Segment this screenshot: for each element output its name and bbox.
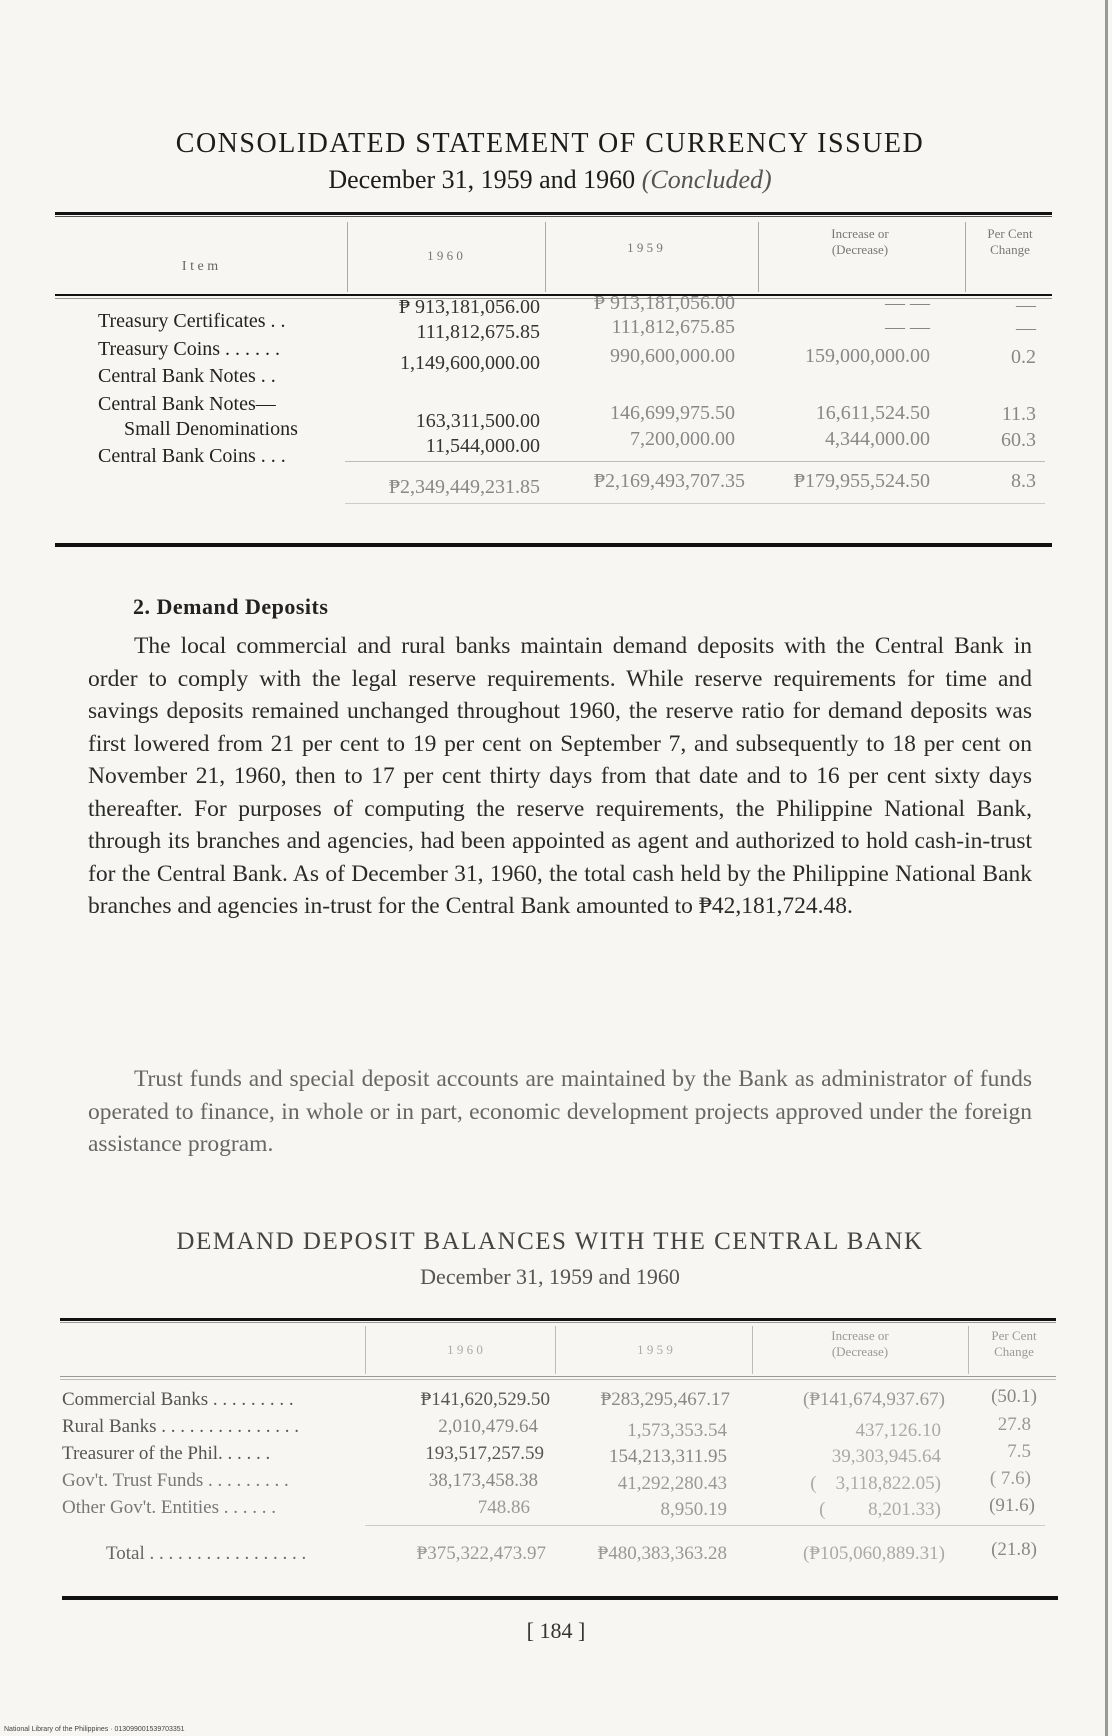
table1-header-pct-l1: Per Cent <box>987 226 1033 241</box>
table2-subtotal-rule <box>365 1525 1045 1526</box>
table1-row-1959: 146,699,975.50 <box>610 402 735 424</box>
table1-row-1960: 163,311,500.00 <box>415 410 540 432</box>
table1-row-change: — — <box>885 292 930 314</box>
table1-total-rule <box>345 503 1045 504</box>
table2-header-rule <box>60 1376 1056 1377</box>
table1-row-pct: 11.3 <box>1001 403 1036 425</box>
scan-edge <box>1105 0 1108 1736</box>
table1-title: CONSOLIDATED STATEMENT OF CURRENCY ISSUED <box>175 128 925 159</box>
table1-row-item: Central Bank Coins . . . <box>98 445 286 467</box>
table1-row-1960: 111,812,675.85 <box>416 321 540 343</box>
table1-total-1959: ₱2,169,493,707.35 <box>593 470 745 492</box>
table1-subtitle-concluded: (Concluded) <box>641 165 772 194</box>
table1-header-pct-l2: Change <box>990 242 1030 257</box>
table1-row-pct: 60.3 <box>1001 429 1036 451</box>
table1-col-divider <box>965 222 966 292</box>
table1-row-item: Treasury Certificates . . <box>98 310 286 332</box>
table1-row-1959: 7,200,000.00 <box>630 428 735 450</box>
table1-row-change: 16,611,524.50 <box>815 402 930 424</box>
table1-total-1960: ₱2,349,449,231.85 <box>388 476 540 498</box>
table2-row-pct: 7.5 <box>1007 1441 1031 1462</box>
table2-top-rule-2 <box>60 1322 1056 1323</box>
table1-header-change-l2: (Decrease) <box>831 242 889 257</box>
table2-bottom-rule <box>62 1596 1058 1600</box>
table1-header-1960: 1 9 6 0 <box>427 248 463 263</box>
table2-header-change <box>780 1328 940 1360</box>
table2-header-pct-l2: Change <box>994 1344 1034 1359</box>
section-heading: 2. Demand Deposits <box>133 594 329 619</box>
table1-header-item: I t e m <box>181 259 219 274</box>
table1-header-pct <box>975 226 1045 258</box>
table2-col-divider <box>555 1326 556 1374</box>
table1-row-change: 159,000,000.00 <box>805 345 930 367</box>
table2-subtitle: December 31, 1959 and 1960 <box>420 1264 680 1289</box>
table1-subtitle-date: December 31, 1959 and 1960 <box>328 165 636 194</box>
table2-row-change: ( 3,118,822.05) <box>810 1473 941 1494</box>
table1-bottom-rule <box>55 543 1052 547</box>
table2-header-1959: 1 9 5 9 <box>637 1342 673 1357</box>
table1-row-pct: — <box>1016 317 1036 339</box>
table1-top-rule-2 <box>55 216 1052 217</box>
table2-row-pct: (91.6) <box>989 1495 1035 1516</box>
table2-header-change-l1: Increase or <box>831 1328 889 1343</box>
table2-row-change: ( 8,201.33) <box>819 1499 941 1520</box>
table2-header-change-l2: (Decrease) <box>831 1344 889 1359</box>
table2-row-1960: 38,173,458.38 <box>428 1470 538 1491</box>
table2-total-item: Total . . . . . . . . . . . . . . . . . <box>106 1543 307 1564</box>
table1-row-item: Treasury Coins . . . . . . <box>98 338 281 360</box>
table1-header-change <box>780 226 940 258</box>
table2-header-1960: 1 9 6 0 <box>447 1342 483 1357</box>
table2-total-1960: ₱375,322,473.97 <box>416 1543 546 1564</box>
table2-row-item: Rural Banks . . . . . . . . . . . . . . . <box>62 1416 299 1437</box>
table2-row-item: Treasurer of the Phil. . . . . . <box>62 1443 271 1464</box>
table1-row-1960: 1,149,600,000.00 <box>400 352 540 374</box>
table1-row-item: Small Denominations <box>124 418 298 440</box>
table1-row-1959: 990,600,000.00 <box>610 345 735 367</box>
table2-header-rule-2 <box>60 1379 1056 1380</box>
table1-header-change-l1: Increase or <box>831 226 889 241</box>
table2-header-pct-l1: Per Cent <box>991 1328 1037 1343</box>
table1-subtotal-rule <box>345 461 1045 462</box>
table1-col-divider <box>758 222 759 292</box>
table1-row-change: — — <box>885 316 930 338</box>
table2-header-pct <box>976 1328 1052 1360</box>
table1-total-pct: 8.3 <box>1011 470 1036 492</box>
table2-total-pct: (21.8) <box>991 1539 1037 1560</box>
table2-row-pct: (50.1) <box>991 1386 1037 1407</box>
table1-header-1959: 1 9 5 9 <box>627 240 663 255</box>
table2-row-1959: 1,573,353.54 <box>627 1420 727 1441</box>
table1-col-divider <box>545 222 546 292</box>
table2-total-change: (₱105,060,889.31) <box>803 1543 945 1564</box>
table1-col-divider <box>347 222 348 292</box>
table2-row-1959: 41,292,280.43 <box>617 1473 727 1494</box>
table2-row-item: Gov't. Trust Funds . . . . . . . . . <box>62 1470 289 1491</box>
table1-row-1959: 111,812,675.85 <box>611 316 735 338</box>
table2-total-1959: ₱480,383,363.28 <box>597 1543 727 1564</box>
table1-row-change: 4,344,000.00 <box>825 428 930 450</box>
table2-row-pct: 27.8 <box>997 1414 1031 1435</box>
table1-row-pct: — <box>1016 294 1036 316</box>
table1-total-change: ₱179,955,524.50 <box>793 470 930 492</box>
table2-top-rule <box>60 1318 1056 1321</box>
table1-row-item: Central Bank Notes . . <box>98 365 276 387</box>
table2-row-1959: 8,950.19 <box>660 1499 727 1520</box>
table2-row-1960: ₱141,620,529.50 <box>420 1389 550 1410</box>
table1-subtitle <box>100 165 1000 195</box>
table2-row-change: 39,303,945.64 <box>831 1446 941 1467</box>
page-number: [ 184 ] <box>526 1618 586 1643</box>
table1-row-1959: ₱ 913,181,056.00 <box>593 292 735 314</box>
table2-row-1960: 2,010,479.64 <box>438 1416 538 1437</box>
table2-col-divider <box>365 1326 366 1374</box>
table2-col-divider <box>968 1326 969 1374</box>
table2-row-1959: ₱283,295,467.17 <box>600 1389 730 1410</box>
table2-row-change: 437,126.10 <box>855 1420 941 1441</box>
table1-row-pct: 0.2 <box>1011 346 1036 368</box>
table2-row-1960: 748.86 <box>477 1497 530 1518</box>
table2-row-1960: 193,517,257.59 <box>425 1443 544 1464</box>
table2-row-change: (₱141,674,937.67) <box>803 1389 945 1410</box>
table2-row-item: Commercial Banks . . . . . . . . . <box>62 1389 294 1410</box>
table1-row-1960: ₱ 913,181,056.00 <box>398 296 540 318</box>
table1-row-item: Central Bank Notes— <box>98 393 276 415</box>
section-paragraph-1: The local commercial and rural banks maintain demand deposits with the Central Bank in order to comply with the legal reserve requirements. While reserve requirements for time and savings deposits remained unchanged throughout 1960, the reserve ratio for demand deposits was first lowered from 21 per cent to 19 per cent on September 7, and subsequently to 18 per cent on November 21, 1960, then to 17 per cent thirty days from that date and to 16 per cent sixty days thereafter. For purposes of computing the reserve requirements, the Philippine National Bank, through its branches and agencies, had been appointed as agent and authorized to hold cash-in-trust for the Central Bank. As of December 31, 1960, the total cash held by the Philippine National Bank branches and agencies in-trust for the Central Bank amounted to ₱42,181,724.48. <box>88 633 1032 919</box>
table2-row-pct: ( 7.6) <box>989 1468 1031 1489</box>
table2-col-divider <box>752 1326 753 1374</box>
table1-top-rule <box>55 212 1052 215</box>
section-paragraph-2: Trust funds and special deposit accounts are maintained by the Bank as administrator of funds operated to finance, in whole or in part, economic development projects approved under the foreign assistance program. <box>88 1066 1032 1157</box>
scan-footer: National Library of the Philippines · 013099001539703351 <box>4 1726 185 1733</box>
table1-row-1960: 11,544,000.00 <box>425 435 540 457</box>
table2-row-item: Other Gov't. Entities . . . . . . <box>62 1497 276 1518</box>
table2-row-1959: 154,213,311.95 <box>608 1446 727 1467</box>
table2-title: DEMAND DEPOSIT BALANCES WITH THE CENTRAL BANK <box>176 1228 924 1255</box>
